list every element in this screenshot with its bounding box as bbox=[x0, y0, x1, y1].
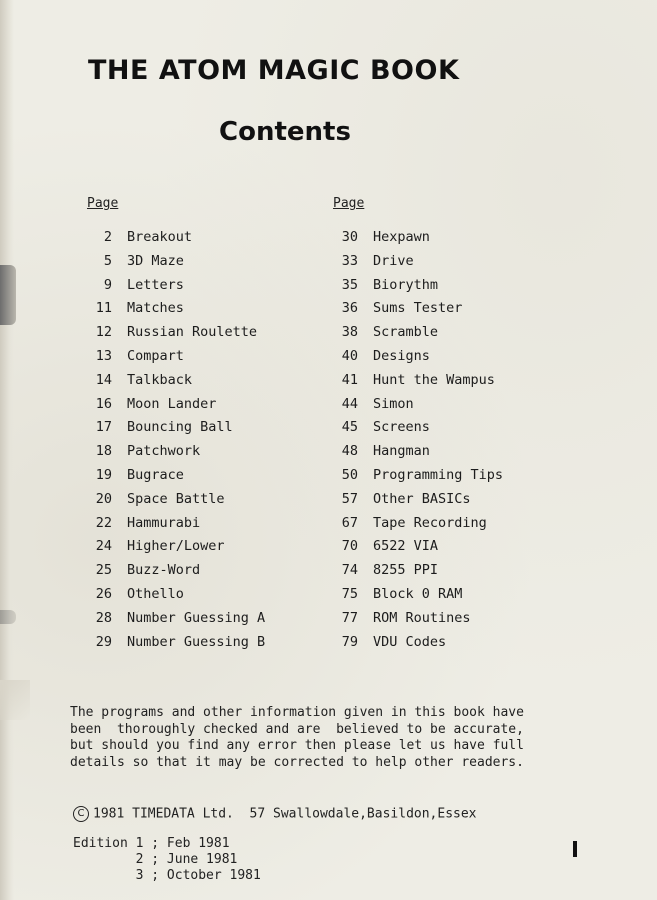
entry-title: Compart bbox=[127, 347, 184, 364]
entry-page-number: 11 bbox=[95, 300, 112, 317]
entry-page-number: 74 bbox=[341, 562, 358, 579]
entry-page-number: 22 bbox=[95, 514, 112, 531]
entry-page-number: 79 bbox=[341, 633, 358, 650]
note-line: but should you find any error then please let us have full bbox=[70, 738, 524, 753]
entry-title: Moon Lander bbox=[127, 395, 217, 412]
entry-page-number: 19 bbox=[95, 466, 112, 483]
disclaimer-note bbox=[70, 705, 540, 771]
entry-title: Designs bbox=[373, 347, 430, 364]
entry-title: ROM Routines bbox=[373, 609, 471, 626]
entry-title: Other BASICs bbox=[373, 490, 471, 507]
entry-title: Screens bbox=[373, 419, 430, 436]
entry-page-number: 48 bbox=[341, 443, 358, 460]
entry-page-number: 29 bbox=[95, 633, 112, 650]
edition-line: 2 ; June 1981 bbox=[73, 852, 238, 867]
entry-page-number: 41 bbox=[341, 371, 358, 388]
paper-fold bbox=[0, 680, 30, 720]
edition-line: 3 ; October 1981 bbox=[73, 868, 261, 883]
copyright-text: 1981 TIMEDATA Ltd. 57 Swallowdale,Basildon,Essex bbox=[93, 806, 477, 822]
entry-title: Bouncing Ball bbox=[127, 419, 233, 436]
page-column-header: Page bbox=[333, 196, 365, 211]
entry-page-number: 5 bbox=[103, 252, 112, 269]
entry-page-number: 17 bbox=[95, 419, 112, 436]
entry-title: Hexpawn bbox=[373, 229, 430, 245]
entry-page-number: 12 bbox=[95, 324, 112, 341]
entry-page-number: 77 bbox=[341, 609, 358, 626]
entry-title: 8255 PPI bbox=[373, 562, 439, 579]
edition-line: Edition 1 ; Feb 1981 bbox=[73, 836, 230, 851]
entry-title: Biorythm bbox=[373, 276, 439, 293]
entry-title: Matches bbox=[127, 300, 184, 317]
entry-page-number: 33 bbox=[341, 252, 358, 269]
entry-title: Drive bbox=[373, 252, 414, 269]
entry-page-number: 45 bbox=[341, 419, 358, 436]
entry-title: Hunt the Wampus bbox=[373, 371, 495, 388]
entry-title: Bugrace bbox=[127, 466, 184, 483]
entry-title: Sums Tester bbox=[373, 300, 463, 317]
entry-title: Letters bbox=[127, 276, 184, 293]
entry-title: Programming Tips bbox=[373, 466, 504, 483]
entry-page-number: 57 bbox=[341, 490, 358, 507]
entry-title: Scramble bbox=[373, 324, 439, 341]
entry-title: Space Battle bbox=[127, 490, 225, 507]
edition-history bbox=[73, 836, 261, 884]
entry-title: Breakout bbox=[127, 229, 193, 245]
page-column-header: Page bbox=[87, 196, 119, 211]
entry-page-number: 18 bbox=[95, 443, 112, 460]
entry-title: Number Guessing B bbox=[127, 633, 266, 650]
note-line: The programs and other information given in this book have bbox=[70, 705, 524, 720]
entry-title: Buzz-Word bbox=[127, 562, 201, 579]
entry-title: Othello bbox=[127, 585, 184, 602]
entry-title: Block 0 RAM bbox=[373, 585, 463, 602]
entry-title: Russian Roulette bbox=[127, 324, 258, 341]
entry-page-number: 70 bbox=[341, 538, 358, 555]
page-binding-edge bbox=[0, 0, 14, 900]
entry-page-number: 16 bbox=[95, 395, 112, 412]
entry-title: Number Guessing A bbox=[127, 609, 266, 626]
entry-title: VDU Codes bbox=[373, 633, 447, 650]
copyright-line bbox=[73, 806, 477, 822]
entry-title: Patchwork bbox=[127, 443, 201, 460]
entry-title: Talkback bbox=[127, 371, 193, 388]
entry-title: Higher/Lower bbox=[127, 538, 225, 555]
note-line: details so that it may be corrected to help other readers. bbox=[70, 754, 524, 770]
contents-heading: Contents bbox=[219, 117, 351, 147]
copyright-icon: C bbox=[73, 806, 89, 822]
entry-title: 6522 VIA bbox=[373, 538, 439, 555]
staple-mark bbox=[0, 610, 16, 624]
entry-page-number: 14 bbox=[95, 371, 112, 388]
entry-title: Simon bbox=[373, 395, 414, 412]
entry-page-number: 50 bbox=[341, 466, 358, 483]
entry-page-number: 38 bbox=[341, 324, 358, 341]
staple-mark bbox=[0, 265, 16, 325]
book-title: THE ATOM MAGIC BOOK bbox=[88, 55, 460, 86]
entry-page-number: 26 bbox=[95, 585, 112, 602]
entry-page-number: 20 bbox=[95, 490, 112, 507]
entry-page-number: 40 bbox=[341, 347, 358, 364]
entry-page-number: 24 bbox=[95, 538, 112, 555]
entry-page-number: 2 bbox=[103, 229, 112, 245]
entry-page-number: 75 bbox=[341, 585, 358, 602]
entry-page-number: 35 bbox=[341, 276, 358, 293]
page-number-mark bbox=[573, 841, 577, 857]
entry-title: Tape Recording bbox=[373, 514, 487, 531]
entry-page-number: 67 bbox=[341, 514, 358, 531]
entry-title: Hammurabi bbox=[127, 514, 201, 531]
entry-page-number: 13 bbox=[95, 347, 112, 364]
entry-page-number: 30 bbox=[341, 229, 358, 245]
entry-page-number: 28 bbox=[95, 609, 112, 626]
entry-title: Hangman bbox=[373, 443, 430, 460]
note-line: been thoroughly checked and are believed to be accurate, bbox=[70, 721, 524, 737]
entry-title: 3D Maze bbox=[127, 252, 184, 269]
entry-page-number: 36 bbox=[341, 300, 358, 317]
entry-page-number: 9 bbox=[103, 276, 112, 293]
entry-page-number: 44 bbox=[341, 395, 358, 412]
entry-page-number: 25 bbox=[95, 562, 112, 579]
